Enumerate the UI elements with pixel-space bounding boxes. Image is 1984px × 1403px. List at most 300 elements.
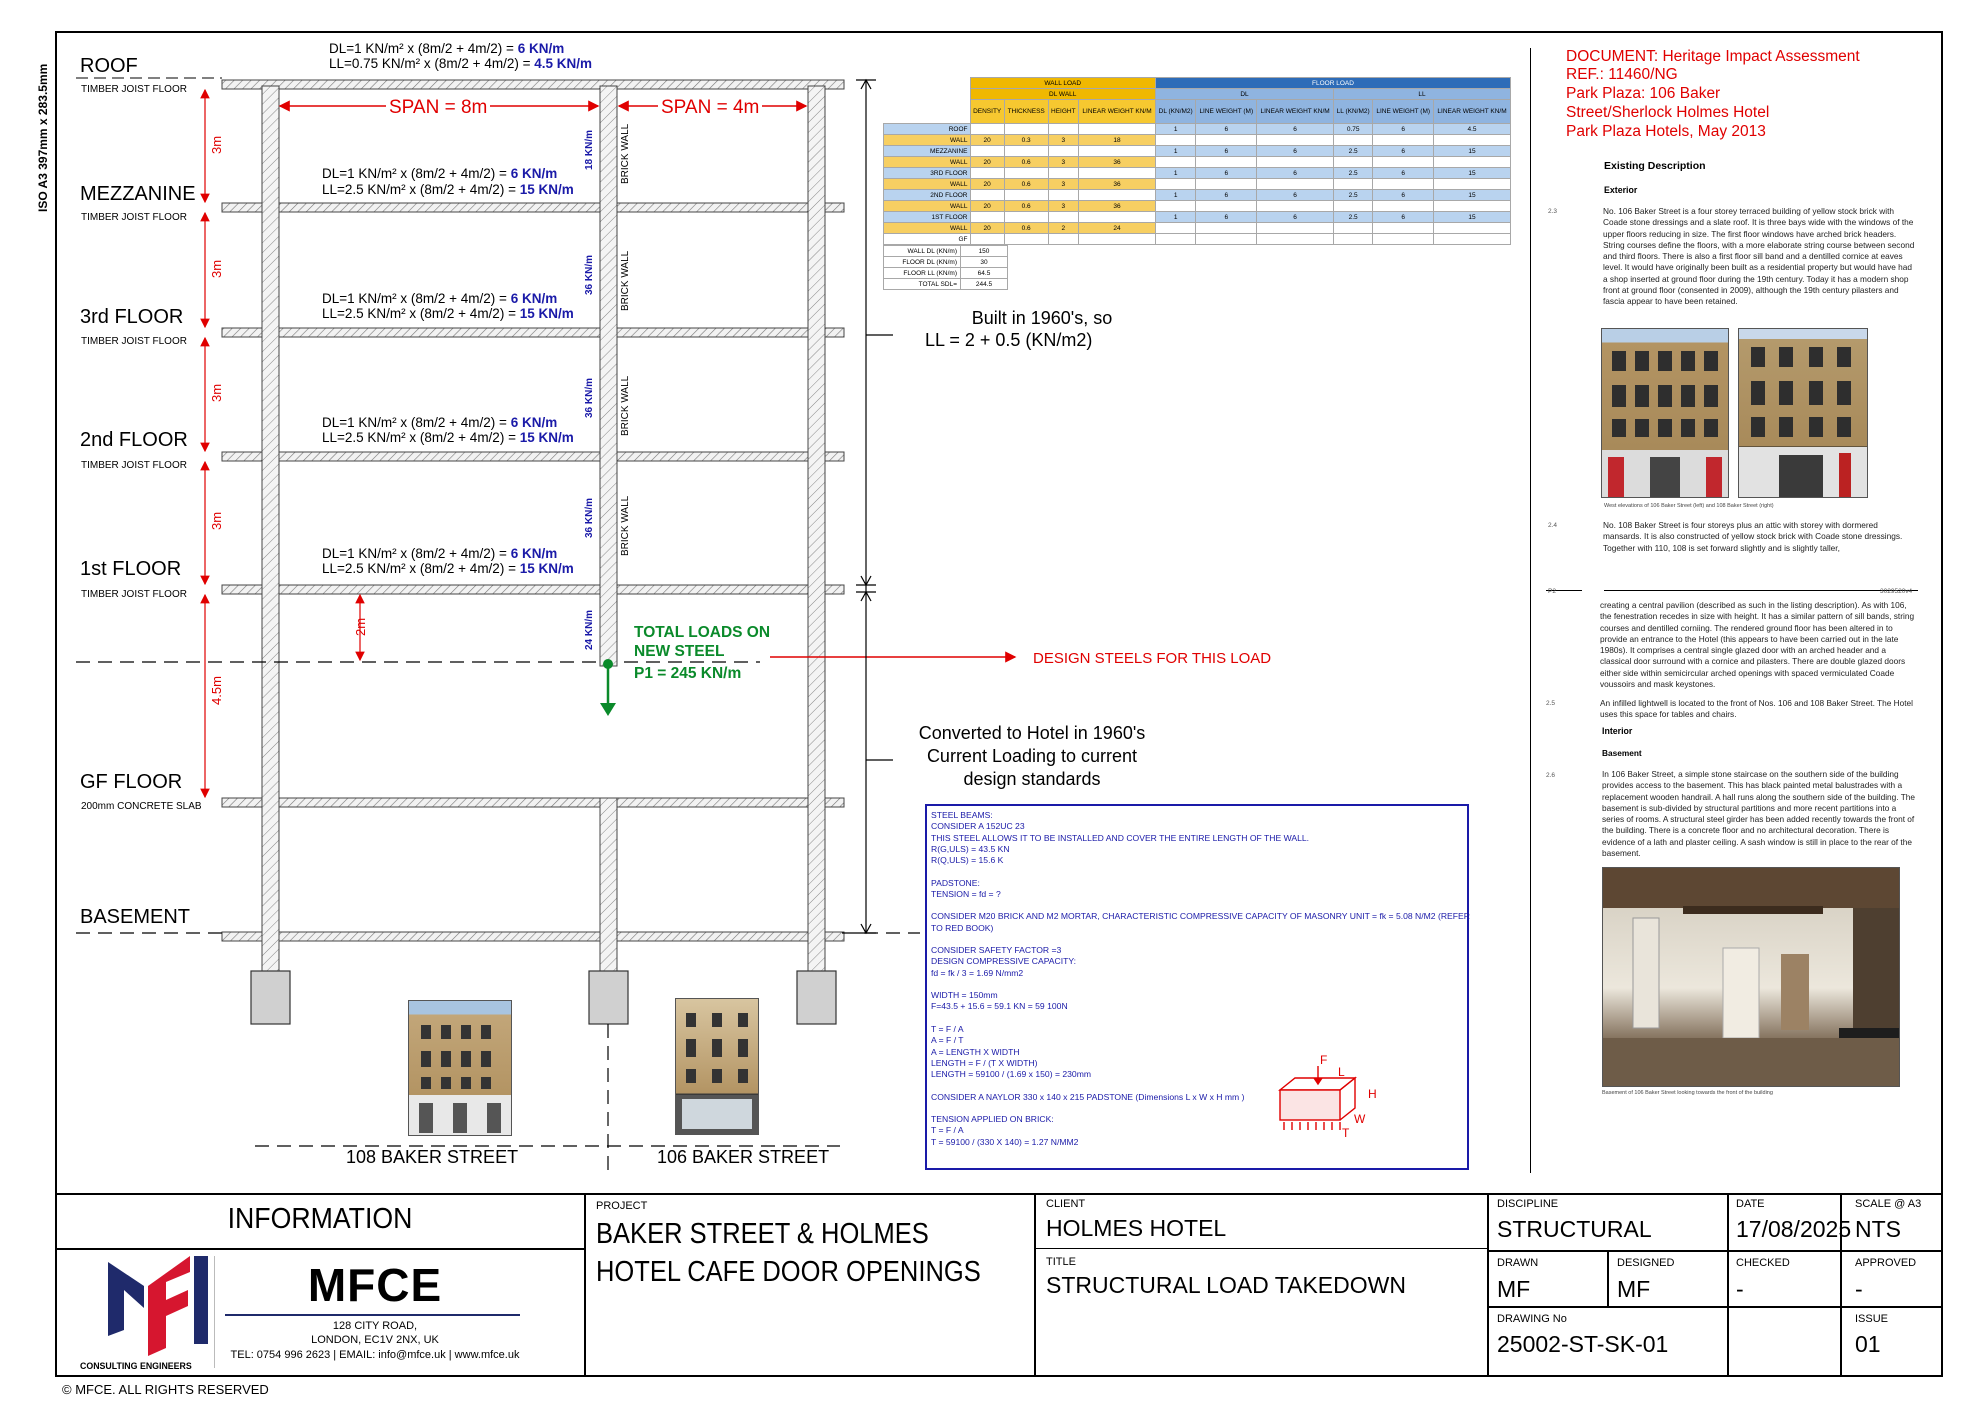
- padstone-label-f: F: [1320, 1053, 1328, 1067]
- table-cell: 20: [970, 135, 1004, 146]
- calc-line: A = LENGTH X WIDTH: [931, 1046, 1020, 1057]
- table-cell: 24: [1079, 223, 1156, 234]
- calc-line: CONSIDER M20 BRICK AND M2 MORTAR, CHARACTERISTIC COMPRESSIVE CAPACITY OF MASONRY UNIT = fk = 5.08 N/M2 (REFER: [931, 911, 1470, 922]
- design-steels-note: DESIGN STEELS FOR THIS LOAD: [1033, 650, 1272, 667]
- table-cell: 6: [1257, 212, 1334, 223]
- company-name: MFCE: [307, 1259, 443, 1311]
- table-cell: 15: [1434, 146, 1511, 157]
- table-cell: [1079, 146, 1156, 157]
- load-dl-mezzanine: DL=1 KN/m² x (8m/2 + 4m/2) = 6 KN/m: [322, 166, 558, 181]
- table-cell: [1196, 234, 1257, 245]
- total-loads-line1: TOTAL LOADS ON: [634, 624, 771, 641]
- table-cell: 1: [1155, 146, 1195, 157]
- table-cell: 6: [1373, 146, 1434, 157]
- load-ll-roof: LL=0.75 KN/m² x (8m/2 + 4m/2) = 4.5 KN/m: [329, 56, 592, 71]
- designed-label: DESIGNED: [1617, 1257, 1675, 1269]
- table-cell: [970, 212, 1004, 223]
- floor-name-roof: ROOF: [80, 55, 138, 77]
- summary-row: [884, 279, 1008, 290]
- table-cell: [1155, 179, 1195, 190]
- table-cell: [1334, 179, 1373, 190]
- wall-load-label: 24 KN/m: [584, 609, 595, 650]
- floor-sub-2nd: TIMBER JOIST FLOOR: [81, 460, 187, 471]
- doc-para-2-5: An infilled lightwell is located to the front of Nos. 106 and 108 Baker Street. The Hotel uses this space for tables and chairs.: [1600, 698, 1914, 720]
- sheet-size-label: ISO A3 397mm x 283.5mm: [36, 63, 50, 212]
- table-cell: [1048, 190, 1079, 201]
- table-cell: 0.6: [1004, 223, 1048, 234]
- street-label-108: 108 BAKER STREET: [346, 1147, 519, 1167]
- calc-line: CONSIDER A NAYLOR 330 x 140 x 215 PADSTONE (Dimensions L x W x H mm ): [931, 1091, 1245, 1102]
- table-cell: [970, 146, 1004, 157]
- table-cell: [1004, 190, 1048, 201]
- height-label: 3m: [209, 511, 224, 530]
- doc-line-4: Street/Sherlock Holmes Hotel: [1566, 104, 1770, 121]
- doc-heading-interior: Interior: [1602, 726, 1633, 736]
- calc-line: STEEL BEAMS:: [931, 810, 993, 820]
- table-cell: 3: [1048, 201, 1079, 212]
- calc-line: T = F / A: [931, 1023, 964, 1034]
- table-cell: 6: [1196, 212, 1257, 223]
- table-cell: 2.5: [1334, 146, 1373, 157]
- issue-label: ISSUE: [1855, 1313, 1889, 1325]
- client-value: HOLMES HOTEL: [1046, 1215, 1227, 1241]
- table-cell: [1155, 135, 1195, 146]
- height-label: 3m: [209, 383, 224, 402]
- table-cell: 3: [1048, 179, 1079, 190]
- table-cell: [1004, 146, 1048, 157]
- table-cell: [1079, 234, 1156, 245]
- doc-heading-exterior: Exterior: [1604, 185, 1638, 195]
- summary-row: [884, 268, 1008, 279]
- dl-wall-header: DL WALL: [970, 89, 1155, 100]
- load-ll-1st: LL=2.5 KN/m² x (8m/2 + 4m/2) = 15 KN/m: [322, 561, 574, 576]
- table-cell: 3: [1048, 157, 1079, 168]
- load-ll-mezzanine: LL=2.5 KN/m² x (8m/2 + 4m/2) = 15 KN/m: [322, 182, 574, 197]
- floor-sub-gf: 200mm CONCRETE SLAB: [81, 801, 202, 812]
- calc-line: [931, 1103, 1463, 1114]
- page-rule-right: [1604, 590, 1918, 591]
- table-cell: 6: [1373, 212, 1434, 223]
- floor-sub-3rd: TIMBER JOIST FLOOR: [81, 336, 187, 347]
- summary-label: FLOOR DL (KN/m): [884, 257, 961, 268]
- summary-row: [884, 257, 1008, 268]
- table-cell: 6: [1373, 190, 1434, 201]
- brick-wall-label: BRICK WALL: [620, 250, 631, 311]
- table-cell: 36: [1079, 157, 1156, 168]
- table-cell: 36: [1079, 201, 1156, 212]
- table-cell: [1048, 124, 1079, 135]
- table-cell: 6: [1196, 124, 1257, 135]
- photo-106-baker-street: [675, 998, 759, 1135]
- table-cell: 6: [1257, 190, 1334, 201]
- load-table-row: [884, 234, 1511, 245]
- calc-line: T = F / A: [931, 1125, 964, 1136]
- drawing-no-label: DRAWING No: [1497, 1313, 1567, 1325]
- calc-line: R(G,ULS) = 43.5 KN: [931, 844, 1010, 855]
- table-cell: [1373, 223, 1434, 234]
- span-8m-label: SPAN = 8m: [386, 98, 490, 119]
- table-cell: [1155, 201, 1195, 212]
- load-ll-3rd: LL=2.5 KN/m² x (8m/2 + 4m/2) = 15 KN/m: [322, 306, 574, 321]
- ll-header: LL: [1334, 89, 1511, 100]
- table-cell: [1196, 157, 1257, 168]
- table-cell: [1334, 157, 1373, 168]
- table-cell: 2.5: [1334, 212, 1373, 223]
- doc-heading-basement: Basement: [1602, 748, 1642, 758]
- calc-line: [931, 979, 1463, 990]
- table-cell: [1004, 212, 1048, 223]
- col-header: DL (KN/M2): [1155, 100, 1195, 124]
- para-number: 2.4: [1548, 522, 1558, 529]
- table-cell: [1257, 234, 1334, 245]
- floor-name-gf: GF FLOOR: [80, 771, 183, 793]
- table-cell: 1: [1155, 212, 1195, 223]
- calc-line: LENGTH = F / (T X WIDTH): [931, 1057, 1038, 1068]
- steel-padstone-calculation: [925, 804, 1469, 1170]
- table-cell: 0.6: [1004, 201, 1048, 212]
- floor-load-header: FLOOR LOAD: [1155, 78, 1510, 89]
- col-header: LL (KN/M2): [1334, 100, 1373, 124]
- col-header: LINE WEIGHT (M): [1196, 100, 1257, 124]
- table-cell: [970, 234, 1004, 245]
- row-label: WALL: [884, 223, 971, 234]
- padstone-label-l: L: [1338, 1065, 1345, 1079]
- summary-label: TOTAL SDL=: [884, 279, 961, 290]
- load-table-row: [884, 190, 1511, 201]
- table-cell: [1373, 135, 1434, 146]
- page-number-left: P2: [1548, 588, 1556, 595]
- brick-wall-label: BRICK WALL: [620, 495, 631, 556]
- table-cell: [1079, 168, 1156, 179]
- load-dl-3rd: DL=1 KN/m² x (8m/2 + 4m/2) = 6 KN/m: [322, 291, 558, 306]
- table-cell: [970, 124, 1004, 135]
- drawing-no-value: 25002-ST-SK-01: [1497, 1331, 1669, 1357]
- built-note-line2: LL = 2 + 0.5 (KN/m2): [925, 330, 1093, 350]
- discipline-label: DISCIPLINE: [1497, 1198, 1559, 1210]
- row-label: WALL: [884, 157, 971, 168]
- copyright-notice: © MFCE. ALL RIGHTS RESERVED: [62, 1382, 269, 1397]
- doc-line-5: Park Plaza Hotels, May 2013: [1566, 123, 1766, 140]
- table-cell: 18: [1079, 135, 1156, 146]
- table-cell: 0.6: [1004, 157, 1048, 168]
- converted-note-line1: Converted to Hotel in 1960's: [918, 723, 1146, 743]
- summary-value: 64.5: [961, 268, 1008, 279]
- photo-108-baker-street: [408, 1000, 512, 1136]
- summary-label: WALL DL (KN/m): [884, 246, 961, 257]
- col-header: LINEAR WEIGHT KN/M: [1257, 100, 1334, 124]
- table-cell: [1048, 212, 1079, 223]
- table-cell: 6: [1373, 168, 1434, 179]
- logo-subtitle: CONSULTING ENGINEERS: [80, 1361, 192, 1371]
- table-cell: [1434, 157, 1511, 168]
- table-cell: [1257, 135, 1334, 146]
- walls: [262, 86, 825, 971]
- para-number: 2.6: [1546, 772, 1556, 779]
- doc-para-2-4: No. 108 Baker Street is four storeys plus an attic with storey with dormered mansards. It is also constructed of yellow stock brick with Coade stone dressings. Together with 110, 108 is set forward slightly and is slightly taller,: [1603, 520, 1903, 553]
- wall-load-label: 18 KN/m: [584, 129, 595, 170]
- table-cell: 15: [1434, 190, 1511, 201]
- wall-load-label: 36 KN/m: [584, 254, 595, 295]
- table-cell: 1: [1155, 190, 1195, 201]
- company-address-2: LONDON, EC1V 2NX, UK: [311, 1334, 439, 1346]
- converted-note-line2: Current Loading to current: [926, 746, 1138, 766]
- photo-caption-basement: Basement of 106 Baker Street looking towards the front of the building: [1602, 1090, 1773, 1096]
- table-cell: 20: [970, 223, 1004, 234]
- row-label: ROOF: [884, 124, 971, 135]
- load-table: [883, 77, 1511, 245]
- load-table-row: [884, 157, 1511, 168]
- table-cell: 6: [1196, 146, 1257, 157]
- calc-line: CONSIDER A 152UC 23: [931, 821, 1025, 832]
- col-header: LINEAR WEIGHT KN/M: [1434, 100, 1511, 124]
- page-number-right: 3029520v4: [1880, 588, 1913, 595]
- row-label: WALL: [884, 135, 971, 146]
- load-dl-2nd: DL=1 KN/m² x (8m/2 + 4m/2) = 6 KN/m: [322, 415, 558, 430]
- height-label: 2m: [353, 617, 368, 636]
- table-cell: [1257, 179, 1334, 190]
- padstone-label-t: T: [1342, 1126, 1350, 1140]
- table-cell: [1373, 157, 1434, 168]
- approved-value: -: [1855, 1276, 1863, 1302]
- company-address-1: 128 CITY ROAD,: [332, 1320, 418, 1332]
- table-cell: 20: [970, 157, 1004, 168]
- checked-label: CHECKED: [1736, 1257, 1790, 1269]
- table-cell: [1079, 212, 1156, 223]
- table-cell: 6: [1196, 190, 1257, 201]
- load-table-row: [884, 223, 1511, 234]
- client-label: CLIENT: [1046, 1198, 1086, 1210]
- table-cell: [970, 190, 1004, 201]
- table-cell: 36: [1079, 179, 1156, 190]
- project-line-2: HOTEL CAFE DOOR OPENINGS: [596, 1256, 981, 1288]
- table-cell: [1196, 201, 1257, 212]
- issue-value: 01: [1855, 1331, 1881, 1357]
- table-cell: [1004, 124, 1048, 135]
- table-cell: [1373, 179, 1434, 190]
- para-number: 2.5: [1546, 700, 1556, 707]
- calc-line: THIS STEEL ALLOWS IT TO BE INSTALLED AND COVER THE ENTIRE LENGTH OF THE WALL.: [931, 832, 1310, 843]
- wall-load-header: WALL LOAD: [970, 78, 1155, 89]
- table-cell: [1334, 201, 1373, 212]
- table-cell: 20: [970, 179, 1004, 190]
- doc-line-3: Park Plaza: 106 Baker: [1566, 85, 1721, 102]
- table-cell: [1155, 157, 1195, 168]
- calc-line: [931, 867, 1463, 878]
- load-table-row: [884, 179, 1511, 190]
- summary-value: 150: [961, 246, 1008, 257]
- photo-west-elevation-right: [1738, 328, 1868, 498]
- summary-row: [884, 246, 1008, 257]
- table-cell: 0.6: [1004, 179, 1048, 190]
- date-label: DATE: [1736, 1198, 1765, 1210]
- table-cell: [1048, 234, 1079, 245]
- company-contact: TEL: 0754 996 2623 | EMAIL: info@mfce.uk | www.mfce.uk: [230, 1349, 520, 1361]
- table-cell: 2.5: [1334, 168, 1373, 179]
- table-cell: [1257, 223, 1334, 234]
- table-cell: [1079, 190, 1156, 201]
- calc-line: [931, 1081, 1463, 1092]
- dl-header: DL: [1155, 89, 1333, 100]
- col-header: HEIGHT: [1048, 100, 1079, 124]
- calc-line: fd = fk / 3 = 1.69 N/mm2: [931, 967, 1024, 978]
- floor-sub-mezzanine: TIMBER JOIST FLOOR: [81, 212, 187, 223]
- summary-value: 244.5: [961, 279, 1008, 290]
- information-heading: INFORMATION: [227, 1203, 413, 1235]
- calc-line: DESIGN COMPRESSIVE CAPACITY:: [931, 956, 1077, 967]
- load-table-row: [884, 146, 1511, 157]
- doc-line-1: DOCUMENT: Heritage Impact Assessment: [1566, 48, 1860, 65]
- table-cell: 2.5: [1334, 190, 1373, 201]
- brick-wall-label: BRICK WALL: [620, 123, 631, 184]
- calc-line: A = F / T: [931, 1035, 964, 1046]
- table-cell: [1434, 234, 1511, 245]
- total-loads-line2: NEW STEEL: [634, 643, 725, 660]
- table-cell: 15: [1434, 212, 1511, 223]
- calc-line: CONSIDER SAFETY FACTOR =3: [931, 945, 1062, 956]
- summary-label: FLOOR LL (KN/m): [884, 268, 961, 279]
- table-cell: [1196, 135, 1257, 146]
- scale-value: NTS: [1855, 1216, 1901, 1242]
- calc-line: TO RED BOOK): [931, 922, 994, 933]
- load-table-row: [884, 135, 1511, 146]
- calc-line: R(Q,ULS) = 15.6 K: [931, 855, 1004, 866]
- table-cell: 2: [1048, 223, 1079, 234]
- table-cell: [1334, 234, 1373, 245]
- converted-note-line3: design standards: [963, 769, 1101, 789]
- table-cell: 3: [1048, 135, 1079, 146]
- table-cell: [1434, 223, 1511, 234]
- table-cell: [1196, 223, 1257, 234]
- document-divider: [1530, 48, 1531, 1173]
- row-label: GF: [884, 234, 971, 245]
- padstone-label-h: H: [1368, 1087, 1377, 1101]
- table-cell: 1: [1155, 124, 1195, 135]
- photo-caption-elevations: West elevations of 106 Baker Street (left) and 108 Baker Street (right): [1604, 503, 1774, 509]
- col-header: LINE WEIGHT (M): [1373, 100, 1434, 124]
- table-cell: [1257, 201, 1334, 212]
- checked-value: -: [1736, 1276, 1744, 1302]
- wall-load-label: 36 KN/m: [584, 497, 595, 538]
- total-loads-line3: P1 = 245 KN/m: [634, 665, 742, 682]
- table-cell: [1373, 234, 1434, 245]
- load-dl-1st: DL=1 KN/m² x (8m/2 + 4m/2) = 6 KN/m: [322, 546, 558, 561]
- table-cell: [1155, 223, 1195, 234]
- row-label: 2ND FLOOR: [884, 190, 971, 201]
- row-label: 3RD FLOOR: [884, 168, 971, 179]
- calc-line: LENGTH = 59100 / (1.69 x 150) = 230mm: [931, 1069, 1092, 1080]
- street-label-106: 106 BAKER STREET: [657, 1147, 830, 1167]
- table-cell: 15: [1434, 168, 1511, 179]
- table-cell: 6: [1257, 168, 1334, 179]
- height-label: 3m: [209, 259, 224, 278]
- calc-line: TENSION = fd = ?: [931, 889, 1001, 900]
- doc-para-2-4-continued: creating a central pavilion (described as such in the listing description). As with 106, the fenestration recedes in size with height. It has a similar pattern of sill bands, string courses and dentilled corniing. The rendered ground floor has been altered in to provide an entrance to the Hotel (this appears to have been carried out in the late 1980s). It comprises a central single glazed door with an arched header and a classical door surround with a cornice and pilasters. There are double glazed doors either side within semicircular arched openings with spaced vermiculated Coade voussoirs and mask keystones.: [1600, 600, 1915, 689]
- project-label: PROJECT: [596, 1200, 648, 1212]
- load-dl-roof: DL=1 KN/m² x (8m/2 + 4m/2) = 6 KN/m: [329, 41, 565, 56]
- row-label: 1ST FLOOR: [884, 212, 971, 223]
- floor-name-1st: 1st FLOOR: [80, 558, 182, 580]
- photo-basement: [1602, 867, 1900, 1087]
- table-cell: [1196, 179, 1257, 190]
- floor-name-mezzanine: MEZZANINE: [80, 183, 196, 205]
- para-number: 2.3: [1548, 208, 1558, 215]
- table-cell: [970, 168, 1004, 179]
- drawn-value: MF: [1497, 1276, 1531, 1302]
- table-cell: [1004, 168, 1048, 179]
- load-table-body: [884, 124, 1511, 245]
- load-table-row: [884, 168, 1511, 179]
- floor-name-3rd: 3rd FLOOR: [80, 306, 184, 328]
- title-label: TITLE: [1046, 1256, 1076, 1268]
- table-cell: 0.3: [1004, 135, 1048, 146]
- height-label: 3m: [209, 135, 224, 154]
- table-cell: [1004, 234, 1048, 245]
- calc-line: [931, 1013, 1463, 1024]
- floor-name-2nd: 2nd FLOOR: [80, 429, 188, 451]
- span-4m-label: SPAN = 4m: [658, 98, 762, 119]
- discipline-value: STRUCTURAL: [1497, 1216, 1652, 1242]
- mfce-logo: [100, 1256, 210, 1366]
- table-cell: [1434, 135, 1511, 146]
- brick-wall-label: BRICK WALL: [620, 375, 631, 436]
- calc-line: T = 59100 / (330 X 140) = 1.27 N/MM2: [931, 1136, 1079, 1147]
- drawn-label: DRAWN: [1497, 1257, 1539, 1269]
- col-header: LINEAR WEIGHT KN/M: [1079, 100, 1156, 124]
- height-label: 4.5m: [209, 676, 224, 705]
- load-summary-table: [883, 245, 1008, 290]
- doc-line-2: REF.: 11460/NG: [1566, 66, 1678, 83]
- photo-west-elevation-left: [1601, 328, 1729, 498]
- col-header: THICKNESS: [1004, 100, 1048, 124]
- row-label: WALL: [884, 179, 971, 190]
- table-cell: [1434, 179, 1511, 190]
- floor-slabs: [222, 80, 844, 941]
- table-cell: [1373, 201, 1434, 212]
- calc-line: F=43.5 + 15.6 = 59.1 KN = 59 100N: [931, 1001, 1068, 1012]
- load-table-row: [884, 212, 1511, 223]
- table-cell: 1: [1155, 168, 1195, 179]
- table-cell: 4.5: [1434, 124, 1511, 135]
- floor-name-basement: BASEMENT: [80, 906, 191, 928]
- doc-heading-existing: Existing Description: [1604, 160, 1706, 172]
- floor-sub-1st: TIMBER JOIST FLOOR: [81, 589, 187, 600]
- table-cell: [1334, 135, 1373, 146]
- calc-line: PADSTONE:: [931, 877, 980, 888]
- table-cell: [1048, 146, 1079, 157]
- table-cell: 20: [970, 201, 1004, 212]
- floor-sub-roof: TIMBER JOIST FLOOR: [81, 84, 187, 95]
- table-cell: 6: [1196, 168, 1257, 179]
- table-cell: [1434, 201, 1511, 212]
- calc-line: TENSION APPLIED ON BRICK:: [931, 1113, 1054, 1124]
- scale-label: SCALE @ A3: [1855, 1198, 1922, 1210]
- date-value: 17/08/2025: [1736, 1216, 1852, 1242]
- load-ll-2nd: LL=2.5 KN/m² x (8m/2 + 4m/2) = 15 KN/m: [322, 430, 574, 445]
- table-cell: [1079, 124, 1156, 135]
- project-line-1: BAKER STREET & HOLMES: [596, 1218, 929, 1250]
- row-label: MEZZANINE: [884, 146, 971, 157]
- title-value: STRUCTURAL LOAD TAKEDOWN: [1046, 1272, 1406, 1298]
- doc-para-2-6: In 106 Baker Street, a simple stone staircase on the southern side of the building provides access to the basement. This has black painted metal balustrades with a replacement wooden handrail. A hall runs along the southern side of the building. The basement is sub-divided by structural partitions and more recent partitions into a series of rooms. A structural steel girder has been added recently towards the front of the building. There is a concrete floor and no architectural decoration. There is evidence of a lath and plaster ceiling. A sash window is still in place to the rear of the basement.: [1602, 769, 1916, 858]
- table-cell: [1334, 223, 1373, 234]
- designed-value: MF: [1617, 1276, 1651, 1302]
- row-label: WALL: [884, 201, 971, 212]
- table-cell: 6: [1257, 146, 1334, 157]
- table-cell: 6: [1257, 124, 1334, 135]
- calc-line: [931, 934, 1463, 945]
- load-table-row: [884, 124, 1511, 135]
- col-header: DENSITY: [970, 100, 1004, 124]
